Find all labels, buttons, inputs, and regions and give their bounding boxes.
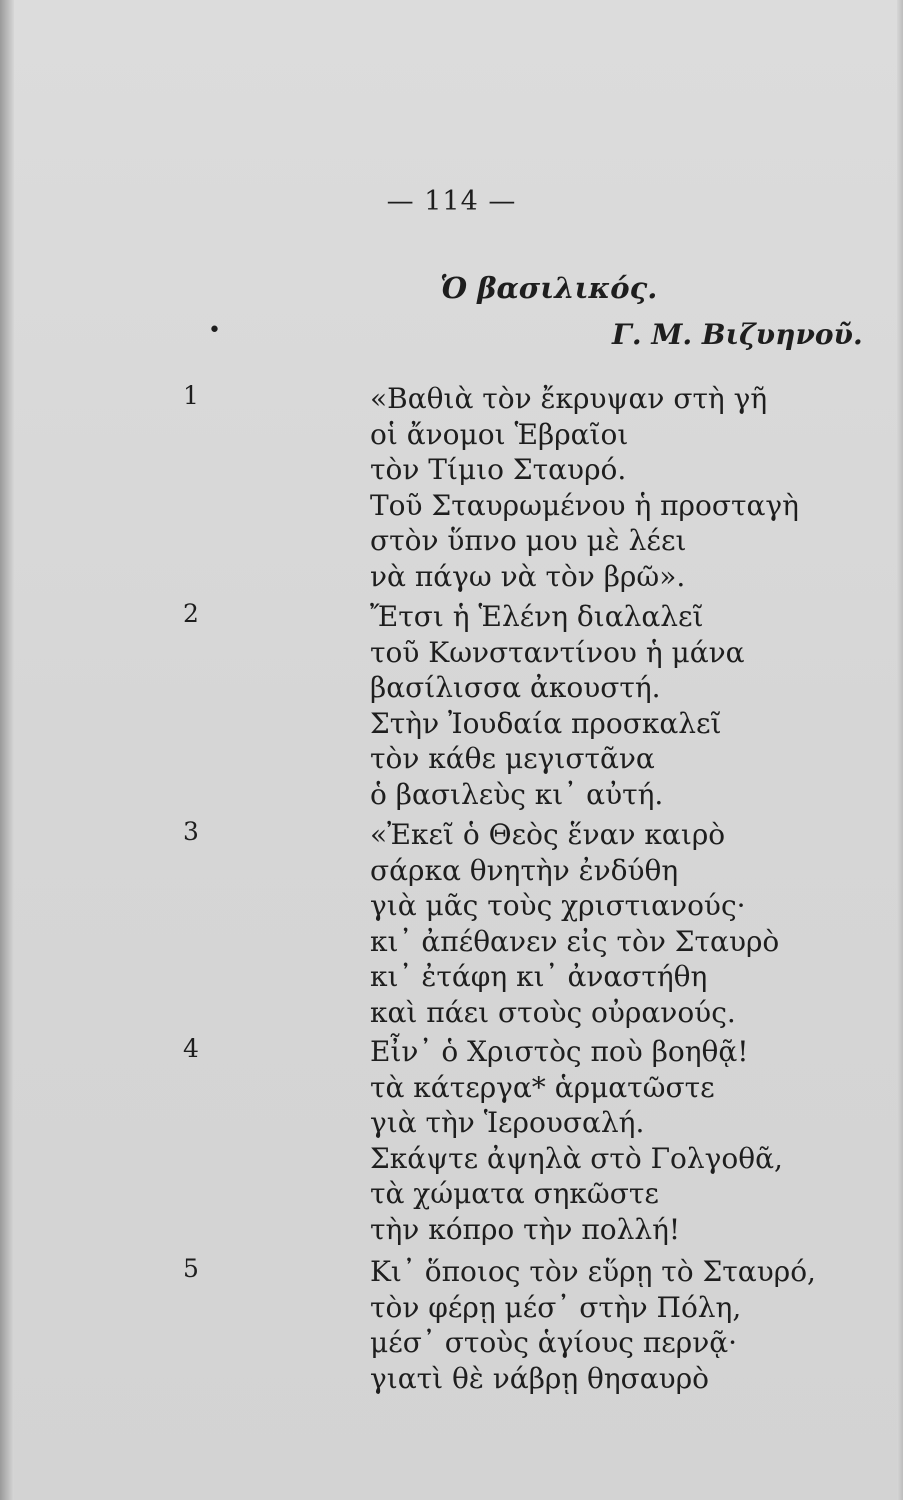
verse-line: σάρκα θνητὴν ἐνδύθη <box>370 853 679 887</box>
verse-line: μέσ᾽ στοὺς ἁγίους περνᾷ· <box>370 1326 738 1359</box>
page-left-edge-shadow <box>0 0 14 1500</box>
stanza-number: 2 <box>183 599 199 628</box>
verse-line: τὸν φέρῃ μέσ᾽ στὴν Πόλη, <box>370 1290 742 1324</box>
page-right-edge-shadow <box>897 0 903 1500</box>
verse-line: τοῦ Κωνσταντίνου ἡ μάνα <box>370 635 745 669</box>
verse-line: στὸν ὕπνο μου μὲ λέει <box>370 524 687 557</box>
verse-line: ὁ βασιλεὺς κι᾽ αὐτή. <box>370 777 664 811</box>
verse-line: Εἶν᾽ ὁ Χριστὸς ποὺ βοηθᾷ! <box>370 1035 749 1068</box>
verse-line: οἱ ἄνομοι Ἑβραῖοι <box>370 417 629 451</box>
page-number: — 114 — <box>386 186 517 217</box>
stanza-5 <box>183 1254 890 1396</box>
verse-line: τὰ χώματα σηκῶστε <box>370 1177 659 1210</box>
verse-line: γιὰ τὴν Ἱερουσαλή. <box>370 1106 645 1139</box>
verse-line: «Βαθιὰ τὸν ἔκρυψαν στὴ γῆ <box>370 382 768 415</box>
verse-line: καὶ πάει στοὺς οὐρανούς. <box>370 995 736 1029</box>
stanza-3 <box>183 817 890 1030</box>
stanza-number: 3 <box>183 817 199 846</box>
verse-line: γιὰ μᾶς τοὺς χριστιανούς· <box>370 889 746 922</box>
verse-line: νὰ πάγω νὰ τὸν βρῶ». <box>370 559 686 593</box>
stanza-2 <box>183 599 890 812</box>
verse-line: κι᾽ ἐτάφη κι᾽ ἀναστήθη <box>370 960 708 993</box>
stanza-number: 1 <box>183 381 199 410</box>
verse-line: τὸν κάθε μεγιστᾶνα <box>370 742 655 775</box>
verse-line: Κι᾽ ὅποιος τὸν εὕρῃ τὸ Σταυρό, <box>370 1255 816 1288</box>
verse-line: Στὴν Ἰουδαία προσκαλεῖ <box>370 706 722 740</box>
verse-line: Σκάψτε ἀψηλὰ στὸ Γολγοθᾶ, <box>370 1141 783 1175</box>
stanza-number: 5 <box>183 1254 199 1283</box>
verse-line: Τοῦ Σταυρωμένου ἡ προσταγὴ <box>370 488 799 522</box>
stanza-1 <box>183 381 890 594</box>
verse-line: τὴν κόπρο τὴν πολλή! <box>370 1212 681 1246</box>
verse-line: τὰ κάτεργα* ἁρματῶστε <box>370 1070 715 1104</box>
stanza-4 <box>183 1034 890 1247</box>
bullet-mark: • <box>208 318 221 343</box>
verse-line: «Ἐκεῖ ὁ Θεὸς ἕναν καιρὸ <box>370 818 726 851</box>
verse-line: γιατὶ θὲ νάβρῃ θησαυρὸ <box>370 1361 710 1395</box>
poem-title: Ὁ βασιλικός. <box>440 271 658 305</box>
poem-author: Γ. Μ. Βιζυηνοῦ. <box>612 318 863 351</box>
verse-line: βασίλισσα ἀκουστή. <box>370 671 661 704</box>
stanza-number: 4 <box>183 1034 199 1063</box>
verse-line: τὸν Τίμιο Σταυρό. <box>370 453 627 486</box>
verse-line: Ἔτσι ἡ Ἑλένη διαλαλεῖ <box>370 600 704 633</box>
verse-line: κι᾽ ἀπέθανεν εἰς τὸν Σταυρὸ <box>370 924 780 958</box>
